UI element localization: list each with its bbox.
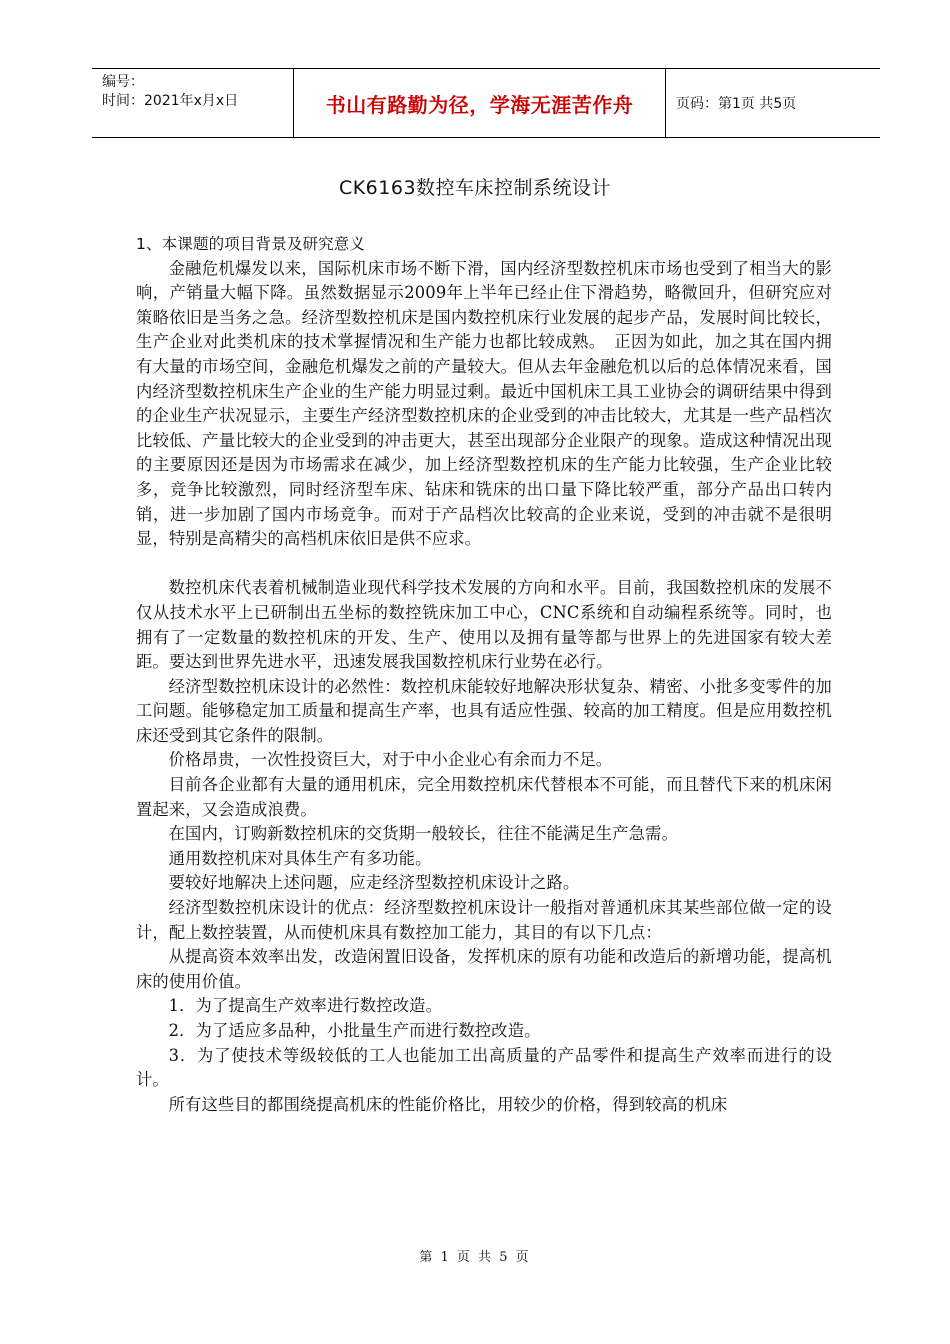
header-motto: 书山有路勤为径，学海无涯苦作舟 xyxy=(325,92,634,117)
header-motto-cell xyxy=(294,69,666,137)
paragraph: 所有这些目的都围绕提高机床的性能价格比，用较少的价格，得到较高的机床 xyxy=(168,1094,728,1114)
paragraph: 数控机床代表着机械制造业现代科学技术发展的方向和水平。目前，我国数控机床的发展不仅从技术水平上已研制出五坐标的数控铣床加工中心，CNC系统和自动编程系统等。同时，也拥有了一定数量的数控机床的开发、生产、使用以及拥有量等都与世界上的先进国家有较大差距。要达到世界先进水平，迅速发展我国数控机床行业势在必行。 xyxy=(136,578,832,672)
list-item: 3．为了使技术等级较低的工人也能加工出高质量的产品零件和提高生产效率而进行的设计。 xyxy=(136,1045,832,1090)
document-number-label: 编号： xyxy=(102,74,144,90)
header-page-label: 页码：第1页 共5页 xyxy=(676,96,797,112)
section-heading: 1、本课题的项目背景及研究意义 xyxy=(136,235,366,253)
document-header xyxy=(92,68,880,138)
paragraph: 要较好地解决上述问题，应走经济型数控机床设计之路。 xyxy=(168,873,580,893)
paragraph: 目前各企业都有大量的通用机床，完全用数控机床代替根本不可能，而且替代下来的机床闲置起来，又会造成浪费。 xyxy=(136,775,832,819)
document-body xyxy=(136,232,832,1117)
paragraph: 金融危机爆发以来，国际机床市场不断下滑，国内经济型数控机床市场也受到了相当大的影响，产销量大幅下降。虽然数据显示2009年上半年已经止住下滑趋势，略微回升，但研究应对策略依旧是当务之急。经济型数控机床是国内数控机床行业发展的起步产品，发展时间比较长，生产企业对此类机床的技术掌握情况和生产能力也都比较成熟。 正因为如此，加之其在国内拥有大量的市场空间，金融危机爆发之前的产量较大。但从去年金融危机以后的总体情况来看，国内经济型数控机床生产企业的生产能力明显过剩。最近中国机床工具工业协会的调研结果中得到的企业生产状况显示，主要生产经济型数控机床的企业受到的冲击比较大，尤其是一些产品档次比较低、产量比较大的企业受到的冲击更大，甚至出现部分企业限产的现象。造成这种情况出现的主要原因还是因为市场需求在减少，加上经济型数控机床的生产能力比较强，生产企业比较多，竞争比较激烈，同时经济型车床、钻床和铣床的出口量下降比较严重，部分产品出口转内销，进一步加剧了国内市场竞争。而对于产品档次比较高的企业来说，受到的冲击就不是很明显，特别是高精尖的高档机床依旧是供不应求。 xyxy=(136,258,832,549)
paragraph: 经济型数控机床设计的优点：经济型数控机床设计一般指对普通机床其某些部位做一定的设计，配上数控装置，从而使机床具有数控加工能力，其目的有以下几点： xyxy=(136,898,832,942)
paragraph: 通用数控机床对具体生产有多功能。 xyxy=(168,848,432,868)
document-time-label: 时间：2021年x月x日 xyxy=(102,93,239,109)
list-item: 2．为了适应多品种，小批量生产而进行数控改造。 xyxy=(168,1021,541,1040)
paragraph: 价格昂贵，一次性投资巨大，对于中小企业心有余而力不足。 xyxy=(168,750,613,770)
document-title: CK6163数控车床控制系统设计 xyxy=(338,177,612,199)
paragraph: 在国内，订购新数控机床的交货期一般较长，往往不能满足生产急需。 xyxy=(168,824,678,844)
paragraph: 从提高资本效率出发，改造闲置旧设备，发挥机床的原有功能和改造后的新增功能，提高机床的使用价值。 xyxy=(136,947,832,991)
page-footer: 第 1 页 共 5 页 xyxy=(419,1250,531,1265)
paragraph-gap xyxy=(136,552,832,577)
list-item: 1．为了提高生产效率进行数控改造。 xyxy=(168,996,443,1016)
header-meta-cell xyxy=(92,69,294,137)
paragraph: 经济型数控机床设计的必然性：数控机床能较好地解决形状复杂、精密、小批多变零件的加工问题。能够稳定加工质量和提高生产率，也具有适应性强、较高的加工精度。但是应用数控机床还受到其它条件的限制。 xyxy=(136,676,832,745)
header-page-cell xyxy=(666,69,880,137)
